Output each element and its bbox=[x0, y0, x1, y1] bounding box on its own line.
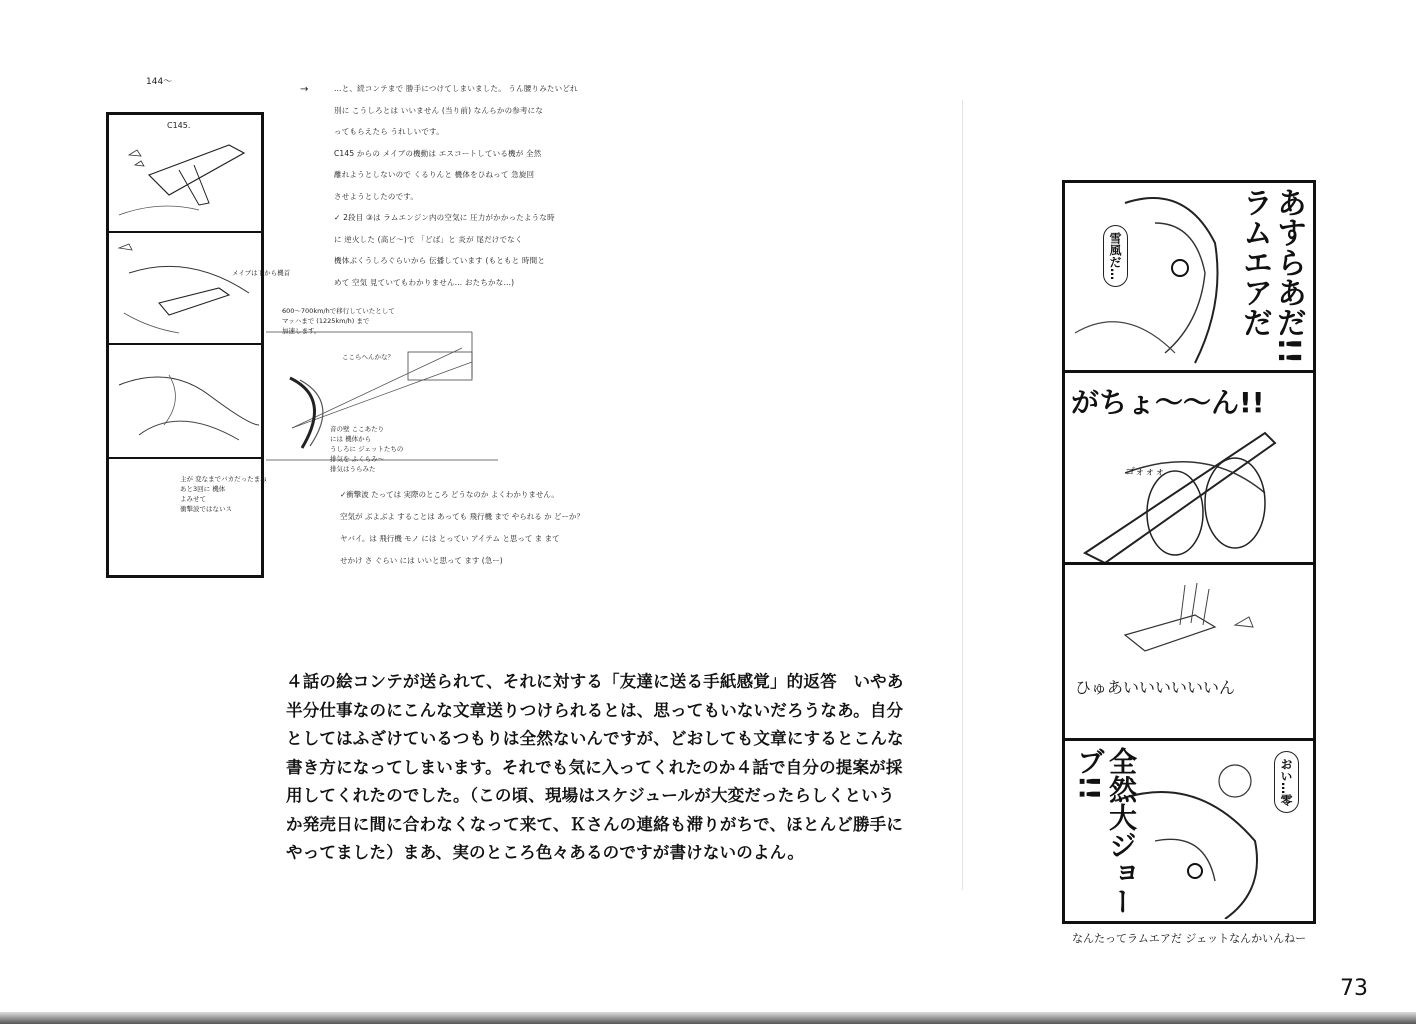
speed-note: 600〜700km/hで移行していたとして bbox=[282, 307, 395, 315]
commentary-line: 書き方になってしまいます。それでも気に入ってくれたのか４話で自分の提案が採 bbox=[286, 757, 903, 777]
speed-note: 加速します。 bbox=[282, 327, 321, 335]
manga-panel-2 bbox=[1065, 373, 1313, 565]
manga-sfx: ひゅあいいいいいいん bbox=[1075, 678, 1236, 697]
note-line: ✓ 2段目 ③は ラムエンジン内の空気に 圧力がかかったような時 bbox=[334, 213, 555, 222]
note-line: ってもらえたら うれしいです。 bbox=[334, 127, 444, 136]
sheet-number: 144〜 bbox=[146, 77, 173, 87]
commentary-paragraph bbox=[286, 668, 946, 868]
note-line: 別に こうしろとは いいません (当り前) なんらかの参考にな bbox=[334, 105, 544, 115]
jet-sketch-icon bbox=[109, 233, 261, 343]
panel-label: C145. bbox=[167, 121, 191, 130]
bottom-note: あと3回に 機体 bbox=[180, 485, 226, 493]
commentary-line: ４話の絵コンテが送られて、それに対する「友達に送る手紙感覚」的返答 いやあ bbox=[286, 672, 904, 691]
explosion-sketch-icon bbox=[109, 345, 261, 457]
jet-sketch-icon bbox=[109, 115, 261, 231]
bottom-note: よみせて bbox=[180, 495, 206, 503]
speech-bubble: 雪風だ… bbox=[1103, 225, 1128, 287]
manga-sfx: がちょ〜〜ん!! bbox=[1071, 386, 1265, 419]
note-line: めて 空気 見ていてもわかりません… おたちかな…) bbox=[334, 277, 515, 287]
lower-note: 空気が ぶよぶよ することは あっても 飛行機 まで やられる か どーか？ bbox=[340, 512, 584, 521]
panel-note: メイブは下から機首 bbox=[232, 269, 291, 277]
commentary-line: 用してくれたのでした。（この頃、現場はスケジュールが大変だったらしくという bbox=[286, 786, 895, 805]
note-line: …と、続コンテまで 勝手につけてしまいました。 うん腰りみたいどれ bbox=[334, 84, 578, 93]
bottom-note: 衝撃波ではないス bbox=[180, 505, 232, 513]
fire-note: 排気を ふくらみ〜 bbox=[330, 455, 385, 463]
commentary-line: やってました）まあ、実のところ色々あるのですが書けないのよん。 bbox=[286, 843, 805, 862]
fire-note: 排気はうらみた bbox=[330, 465, 376, 473]
speech-bubble: おい…零 bbox=[1274, 751, 1299, 813]
manga-shout: 全然大ジョーブ!! bbox=[1073, 747, 1138, 915]
speed-note: マッハまで (1225km/h) まで bbox=[282, 317, 370, 325]
commentary-line: としてはふざけているつもりは全然ないんですが、どおしても文章にするとこんな bbox=[286, 729, 904, 748]
manga-panel-4 bbox=[1065, 741, 1313, 921]
fire-note: うしろに ジェットたちの bbox=[330, 445, 404, 453]
speed-notes bbox=[282, 306, 395, 336]
scan-edge bbox=[0, 1012, 1416, 1024]
cross-note: ここらへんかな？ bbox=[342, 353, 394, 361]
fire-note: には 機体から bbox=[330, 435, 372, 443]
note-line: させようとしたのです。 bbox=[334, 191, 419, 201]
manga-small-sfx: ゴォォォ bbox=[1125, 467, 1165, 478]
commentary-line: 半分仕事なのにこんな文章送りつけられるとは、思ってもいないだろうなあ。自分 bbox=[286, 700, 904, 720]
arrow-mark: → bbox=[300, 84, 309, 95]
note-line: に 逆火した (高ビ〜)で 「どば」と 炎が 尾だけでなく bbox=[334, 234, 523, 244]
manga-panel-1 bbox=[1065, 183, 1313, 373]
note-line: 機体ぶくうしろぐらいから 伝播しています (もともと 時間と bbox=[334, 256, 546, 265]
lower-note: せかけ さ ぐらい には いいと思って ます (急ー) bbox=[340, 556, 503, 565]
lower-note: ヤバイ。は 飛行機 モノ には とってい アイテム と思って ま まて bbox=[340, 534, 560, 543]
bottom-note: 主が 変なまでバカだったまね bbox=[180, 475, 267, 483]
page-number: 73 bbox=[1340, 976, 1368, 1001]
lower-notes bbox=[340, 484, 584, 572]
fire-notes bbox=[330, 424, 403, 474]
note-line: 離れようとしないので くるりんと 機体をひねって 急旋回 bbox=[334, 170, 535, 179]
handwritten-notes bbox=[334, 78, 594, 293]
page-fold bbox=[962, 100, 963, 890]
storyboard-panel-3 bbox=[109, 345, 261, 459]
bottom-panel-notes bbox=[180, 474, 267, 514]
manga-caption: なんたってラムエアだ ジェットなんかいんねー bbox=[1072, 932, 1307, 945]
note-line: C145 からの メイブの機動は エスコートしている機が 全然 bbox=[334, 148, 542, 158]
flying-jet-sketch bbox=[1065, 565, 1313, 739]
lower-note: ✓衝撃波 たっては 実際のところ どうなのか よくわかりません。 bbox=[340, 490, 559, 499]
manga-shout: あすらあだ!!ラムエアだ bbox=[1237, 187, 1306, 365]
commentary-line: か発売日に間に合わなくなって来て、Ｋさんの連絡も滞りがちで、ほとんど勝手に bbox=[286, 814, 904, 834]
manga-panel-3 bbox=[1065, 565, 1313, 741]
manga-strip bbox=[1062, 180, 1316, 924]
storyboard-panel-2 bbox=[109, 233, 261, 345]
storyboard-panel-1 bbox=[109, 115, 261, 233]
fire-note: 音の壁 ここあたり bbox=[330, 425, 385, 433]
